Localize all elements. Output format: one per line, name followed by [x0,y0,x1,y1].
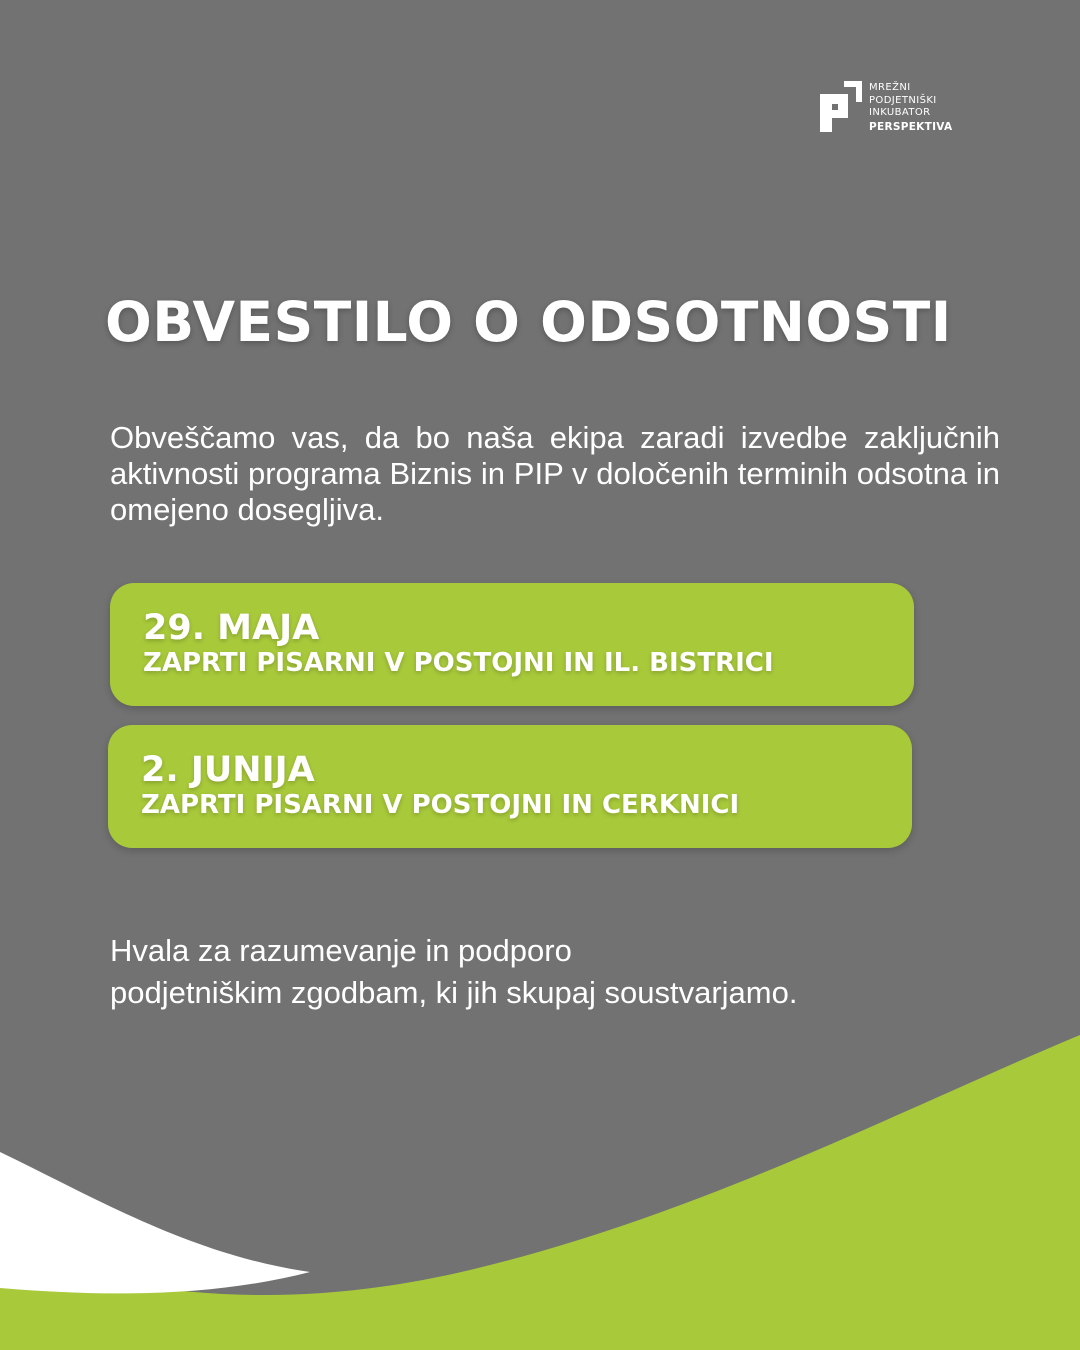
notice-card-1 [110,583,914,706]
logo-line-2: PODJETNIŠKI [869,94,937,106]
logo-line-1: MREŽNI [869,82,911,93]
notice-description: ZAPRTI PISARNI V POSTOJNI IN CERKNICI [141,790,740,820]
page-title: OBVESTILO O ODSOTNOSTI [105,290,952,354]
green-wave [0,1035,1080,1350]
intro-paragraph: Obveščamo vas, da bo naša ekipa zaradi izvedbe zaključnih aktivnosti programa Biznis in PIP v določenih terminih odsotna in omejeno dosegljiva. [110,420,1000,527]
perspektiva-logo-icon [818,80,866,136]
notice-card-2 [108,725,912,848]
white-wave [0,1152,310,1293]
notice-date: 2. JUNIJA [141,750,315,790]
closing-line-1: Hvala za razumevanje in podporo [110,933,572,968]
notice-description: ZAPRTI PISARNI V POSTOJNI IN IL. BISTRICI [143,648,774,678]
closing-message [110,930,1010,1014]
logo-text [869,82,952,133]
logo-line-3: INKUBATOR [869,107,931,118]
logo-brand-name: PERSPEKTIVA [869,120,953,133]
notice-date: 29. MAJA [143,608,320,648]
organization-logo [818,80,988,136]
closing-line-2: podjetniškim zgodbam, ki jih skupaj soustvarjamo. [110,975,798,1010]
